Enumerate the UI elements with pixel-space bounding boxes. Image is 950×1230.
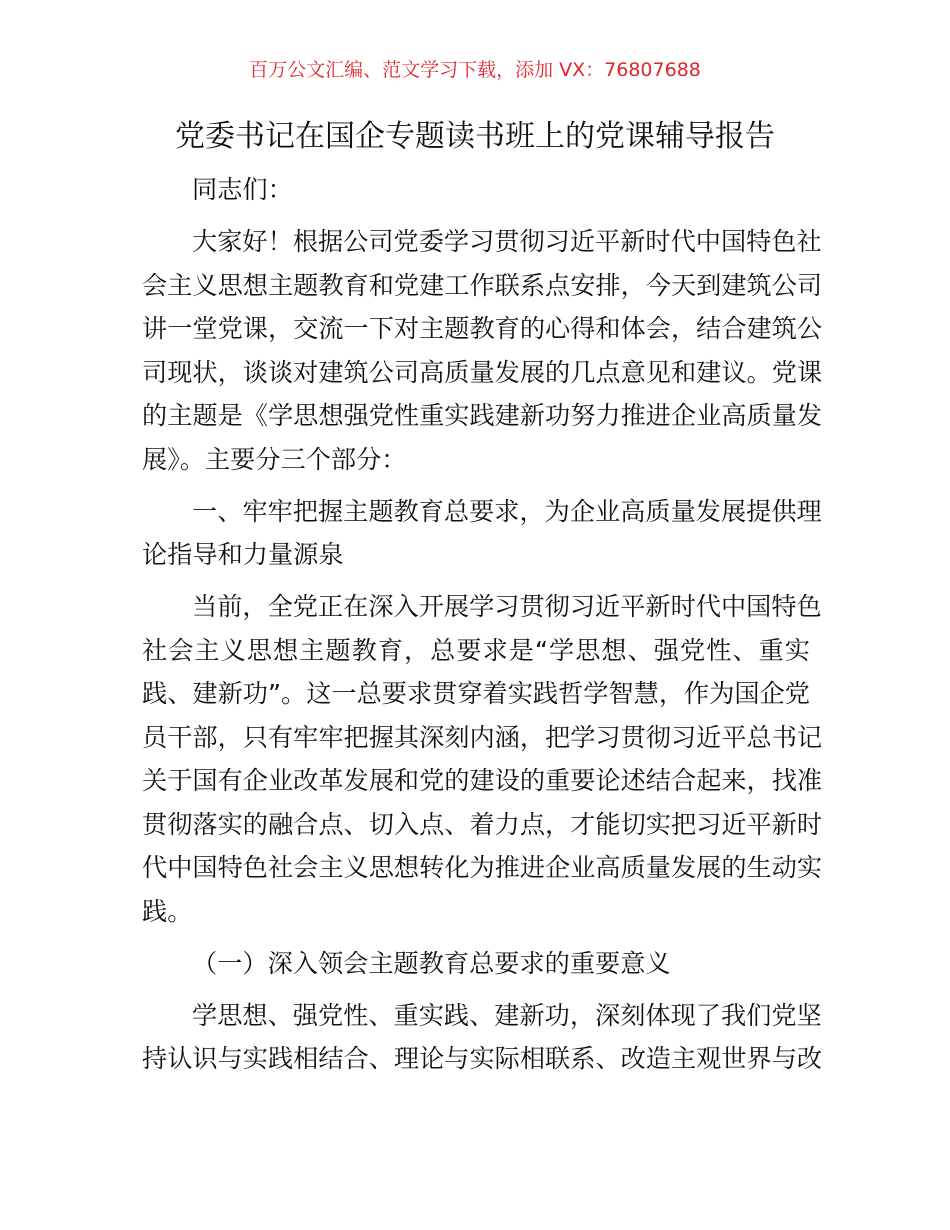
text-line: 关于国有企业改革发展和党的建设的重要论述结合起来，找准 [142, 766, 823, 795]
text-line: 司现状，谈谈对建筑公司高质量发展的几点意见和建议。党课 [142, 357, 823, 387]
text-line: 大家好！根据公司党委学习贯彻习近平新时代中国特色社 [192, 227, 822, 256]
text-line: 践。 [142, 896, 193, 926]
paragraph-salutation [142, 168, 810, 212]
text-line: 学思想、强党性、重实践、建新功，深刻体现了我们党坚 [192, 1000, 822, 1030]
text-line: 当前，全党正在深入开展学习贯彻习近平新时代中国特色 [192, 592, 822, 621]
watermark-contact-banner: 百万公文汇编、范文学习下载，添加 VX：76807688 [249, 59, 701, 81]
text-line: 一、牢牢把握主题教育总要求，为企业高质量发展提供理 [192, 496, 822, 526]
text-line: 讲一堂党课，交流一下对主题教育的心得和体会，结合建筑公 [142, 314, 823, 343]
paragraph-heading [142, 490, 822, 577]
text-line: 践、建新功”。这一总要求贯穿着实践哲学智慧，作为国企党 [142, 679, 810, 708]
paragraph-subheading [142, 942, 810, 986]
text-line: 持认识与实践相结合、理论与实际相联系、改造主观世界与改 [142, 1044, 823, 1073]
text-line: 论指导和力量源泉 [142, 540, 344, 569]
document-body [142, 168, 823, 1089]
paragraph-body [142, 994, 823, 1081]
paragraph-body [142, 220, 823, 481]
text-line: 员干部，只有牢牢把握其深刻内涵，把学习贯彻习近平总书记 [142, 722, 823, 752]
text-line: 的主题是《学思想强党性重实践建新功努力推进企业高质量发 [142, 401, 823, 430]
paragraph-body [142, 585, 823, 933]
text-line: 会主义思想主题教育和党建工作联系点安排，今天到建筑公司 [142, 270, 823, 300]
text-line: 贯彻落实的融合点、切入点、着力点，才能切实把习近平新时 [142, 809, 823, 839]
text-line: 社会主义思想主题教育，总要求是“学思想、强党性、重实 [142, 635, 810, 665]
text-line: 代中国特色社会主义思想转化为推进企业高质量发展的生动实 [142, 853, 823, 882]
text-line: （一）深入领会主题教育总要求的重要意义 [192, 948, 671, 978]
document-title: 党委书记在国企专题读书班上的党课辅导报告 [175, 119, 775, 154]
text-line: 展》。主要分三个部分： [142, 444, 407, 474]
text-line: 同志们： [192, 175, 293, 204]
